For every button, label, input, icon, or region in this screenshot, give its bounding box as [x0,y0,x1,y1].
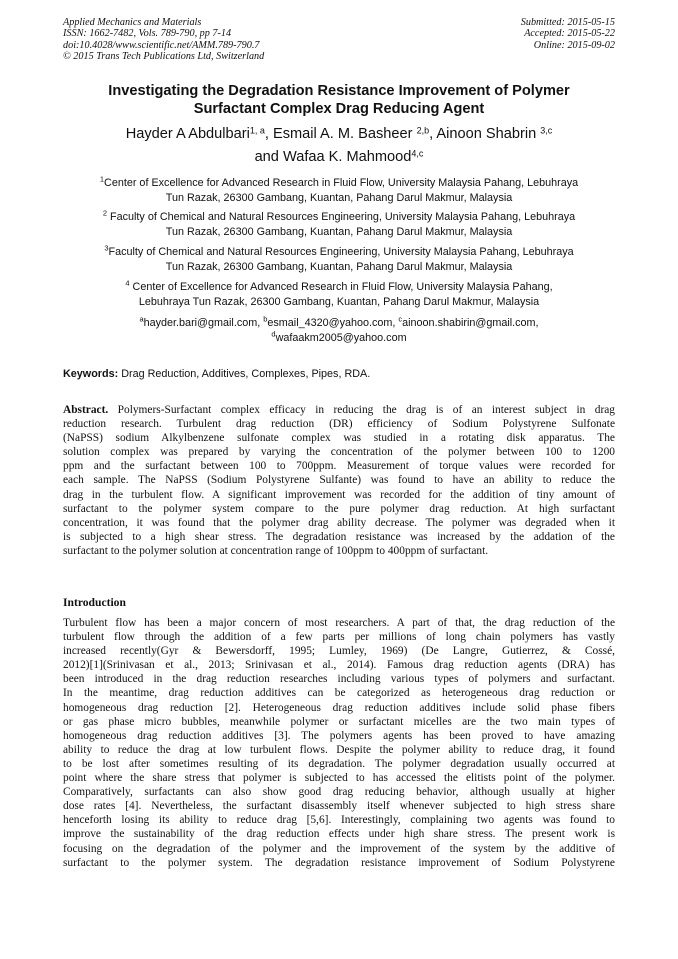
intro-line: surfactant to the polymer system. The degradation resistance improvement of Sodium Polystyrene [63,856,615,869]
affiliation-line [63,280,615,295]
affil-mark: 3 [104,243,109,253]
title-line: Surfactant Complex Drag Reducing Agent [193,101,485,117]
email-link[interactable]: hayder.bari@gmail.com, [143,317,264,329]
intro-line: homogeneous drag reduction [2]. Heterogeneous drag reduction additives include solid phase fibers [63,701,615,714]
paper-title [63,82,615,118]
abstract-line: is subjected to a high shear stress. The degradation resistance was increased by the addation of the [63,530,615,543]
intro-line: dose rates [4]. Nevertheless, the surfactant disassembly itself whenever subjected to high stress share [63,800,615,813]
author-list [63,123,615,169]
author-affil-mark: 2,b [416,125,430,136]
abstract-line: ppm and the surfactant between 100 to 700ppm. Measurement of torque values were recorded for [63,460,615,473]
abstract-line: surfactant to the polymer solution at concentration range of 100ppm to 400ppm of surfactant. [63,544,489,557]
affiliation-line: Tun Razak, 26300 Gambang, Kuantan, Pahang Darul Makmur, Malaysia [165,261,513,273]
intro-line: Comparatively, surfactants can also show good drag reducing behavior, although usually at higher [63,786,615,799]
email-mark: c [398,314,403,324]
intro-line: increased recently(Gyr & Bewersdorff, 1995; Lumley, 1969) (De Langre, Gutierrez, & Cossé, [63,645,615,658]
journal-name: Applied Mechanics and Materials [63,17,202,28]
section-heading-introduction: Introduction [63,596,126,609]
intro-line: henceforth losing its ability to reduce drag [5,6]. Interestingly, complaining two agents was found to [63,814,615,827]
email-line [63,331,615,346]
affiliation-text: Center of Excellence for Advanced Research in Fluid Flow, University Malaysia Pahang, [129,281,553,293]
affiliation-line: Tun Razak, 26300 Gambang, Kuantan, Pahang Darul Makmur, Malaysia [165,192,513,204]
author-line [63,123,615,146]
abstract [63,403,615,558]
abstract-line: solution complex was prepared by varying the concentration of the polymer between 100 to 1200 [63,446,615,459]
journal-header [63,17,393,63]
affil-mark: 1 [99,174,105,184]
email-list [63,316,615,346]
intro-line: to be lost after sometimes resulting of its degradation. The polymer degradation usually occurred at [63,757,615,770]
intro-line: ability to reduce the drag at low turbulent flows. Despite the polymer ability to reduce drag, it found [63,743,615,756]
affiliation-text: Faculty of Chemical and Natural Resources Engineering, University Malaysia Pahang, Lebuhraya [108,246,574,258]
accepted-date: Accepted: 2015-05-22 [524,28,615,40]
affiliation-text: Faculty of Chemical and Natural Resources Engineering, University Malaysia Pahang, Lebuhraya [107,211,576,223]
intro-line: Turbulent flow has been a major concern of most researchers. A part of that, the drag reduction of the [63,617,615,629]
email-link[interactable]: wafaakm2005@yahoo.com [275,332,407,344]
intro-line: improve the sustainability of the drag reduction effects under high share stress. The present work is [63,828,615,841]
abstract-line: surfactant to the polymer system compare to the pure polymer drag reduction. At high surfactant [63,502,615,515]
intro-line: point where the share stress that polymer is subjected to has accessed the elitists point of the polymer. [63,772,615,785]
abstract-label: Abstract. [63,404,109,416]
author-affil-mark: 4,c [411,148,424,159]
email-link[interactable]: esmail_4320@yahoo.com, [267,317,399,329]
abstract-line: drag in the turbulent flow. A significant improvement was recorded for the addition of tiny amount of [63,488,615,501]
intro-line: or gas phase micro bubbles, meanwhile polymer or surfactant micelles are the two main types of [63,715,615,728]
abstract-line [63,403,615,417]
affiliation-3 [63,245,615,275]
intro-line: In the meantime, drag reduction additives can be categorized as heterogeneous drag reduction or [63,687,615,700]
online-date: Online: 2015-09-02 [533,39,615,51]
affiliation-text: Center of Excellence for Advanced Research in Fluid Flow, University Malaysia Pahang, Lebuhraya [104,177,579,189]
intro-line: focusing on the degradation of the polymer and the improvement of the system by the additive of [63,842,615,855]
intro-line: turbulent flow through the addition of a few parts per millions of long chain polymers has vastly [63,631,615,644]
abstract-line: reduction research. Turbulent drag reduction (DR) efficiency of Sodium Polystyrene Sulfonate [63,418,615,431]
introduction-body [63,616,615,870]
submitted-date: Submitted: 2015-05-15 [520,17,615,28]
email-mark: a [139,314,144,324]
keywords [63,367,615,382]
affiliation-line [63,245,615,260]
author-name: and Wafaa K. Mahmood [254,149,412,165]
affiliation-line [63,176,615,191]
intro-line: 2012)[1](Srinivasan et al., 2013; Srinivasan et al., 2014). Famous drag reduction agents (DRA) has [63,659,615,672]
keywords-text: Drag Reduction, Additives, Complexes, Pipes, RDA. [118,368,371,380]
author-line [63,146,615,169]
author-name: , Ainoon Shabrin [429,126,541,142]
affiliation-2 [63,210,615,240]
affil-mark: 2 [102,208,108,218]
intro-line: been introduced in the drag reduction researches including various types of polymers and surfactant. [63,673,615,686]
abstract-text: Polymers-Surfactant complex efficacy in reducing the drag is of an interest subject in drag [108,404,615,416]
issn: ISSN: 1662-7482, Vols. 789-790, pp 7-14 [63,28,232,40]
author-affil-mark: 3,c [540,125,553,136]
affiliation-4 [63,280,615,310]
abstract-line: each sample. The NaPSS (Sodium Polystyrene Sulfante) was found to have an ability to reduce the [63,474,615,487]
dates-header [395,17,615,51]
doi: doi:10.4028/www.scientific.net/AMM.789-790.7 [63,39,260,51]
author-name: Hayder A Abdulbari [125,126,250,142]
keywords-label: Keywords: [63,368,119,380]
affiliation-line: Lebuhraya Tun Razak, 26300 Gambang, Kuantan, Pahang Darul Makmur, Malaysia [138,296,540,308]
email-link[interactable]: ainoon.shabirin@gmail.com, [402,317,539,329]
intro-line: homogeneous drag reduction additives [3]. The polymers agents has been proved to have amazing [63,729,615,742]
affiliation-line [63,210,615,225]
affiliation-1 [63,176,615,206]
abstract-line: (NaPSS) sodium Alkylbenzene sulfonate complex was studied in a rotating disk apparatus. The [63,432,615,445]
affil-mark: 4 [125,278,130,288]
email-mark: b [263,314,268,324]
copyright: © 2015 Trans Tech Publications Ltd, Switzerland [63,51,265,63]
email-line [63,316,615,331]
email-mark: d [271,329,276,339]
title-line: Investigating the Degradation Resistance Improvement of Polymer [108,83,570,99]
author-name: , Esmail A. M. Basheer [264,126,417,142]
author-affil-mark: 1, a [249,125,265,136]
abstract-line: concentration, it was found that the polymer drag ability decrease. The polymer was degraded when it [63,516,615,529]
affiliation-line: Tun Razak, 26300 Gambang, Kuantan, Pahang Darul Makmur, Malaysia [165,226,513,238]
